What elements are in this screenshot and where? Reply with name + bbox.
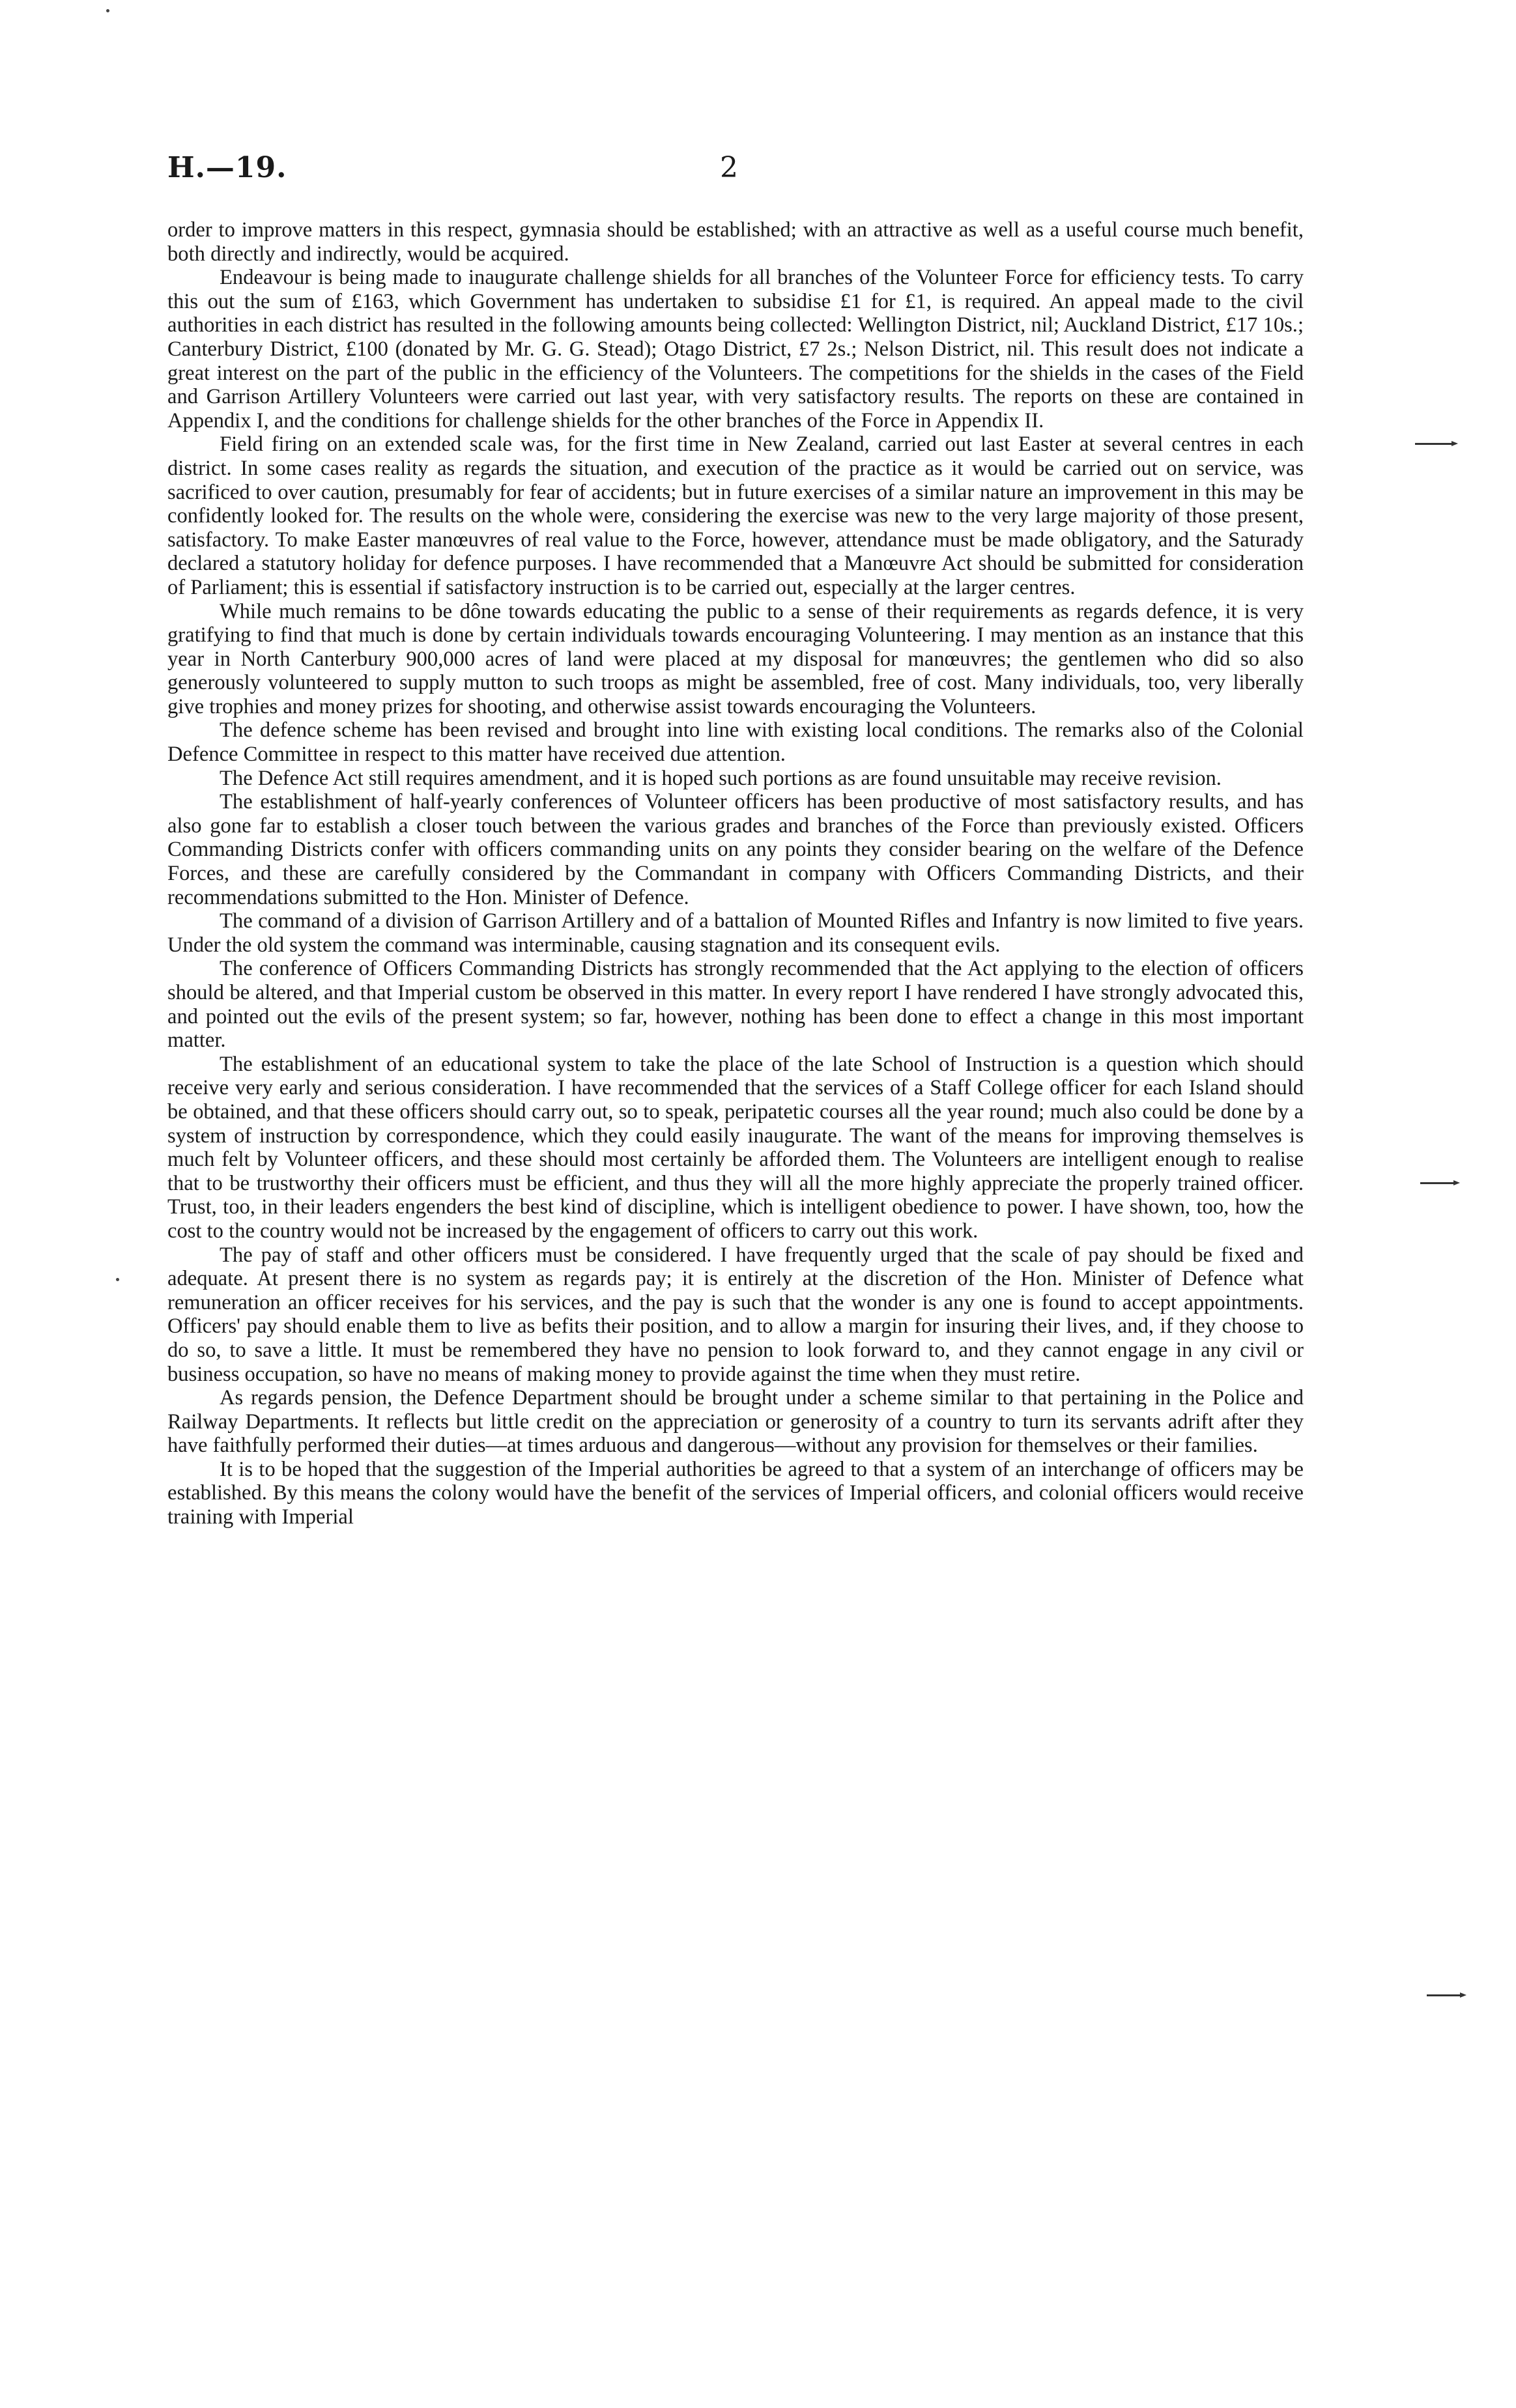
margin-mark [1420,1182,1456,1184]
margin-mark [1427,1994,1463,1996]
body-text [167,218,1304,1529]
document-id: H.—19. [167,151,287,184]
paragraph: It is to be hoped that the suggestion of the Imperial authorities be agreed to that a system of an interchange of officers may be established. By this means the colony would have the benefit of the services of Imperial officers, and colonial officers would receive training with Imperial [167,1457,1304,1529]
paragraph: The command of a division of Garrison Artillery and of a battalion of Mounted Rifles and Infantry is now limited to five years. Under the old system the command was interminable, causing stagnation and its consequent evils. [167,909,1304,957]
paragraph: The Defence Act still requires amendment, and it is hoped such portions as are found unsuitable may receive revision. [220,766,1222,790]
paragraph: The conference of Officers Commanding Districts has strongly recommended that the Act applying to the election of officers should be altered, and that Imperial custom be observed in this matter. In every report I have rendered I have strongly advocated this, and pointed out the evils of the present system; so far, however, nothing has been done to effect a change in this most important matter. [167,957,1304,1053]
page-header [167,151,1304,203]
paragraph: order to improve matters in this respect, gymnasia should be established; with an attractive as well as a useful course much benefit, both directly and indirectly, would be acquired. [167,218,1304,266]
scan-speck [106,9,109,12]
page-number: 2 [720,151,738,184]
paragraph: The establishment of half-yearly conferences of Volunteer officers has been productive of most satisfactory results, and has also gone far to establish a closer touch between the various grades and branches of the Force than previously existed. Officers Commanding Districts confer with officers commanding units on any points they consider bearing on the welfare of the Defence Forces, and these are carefully considered by the Commandant in company with Officers Commanding Districts, and their recommendations submitted to the Hon. Minister of Defence. [167,790,1304,909]
paragraph: Field firing on an extended scale was, for the first time in New Zealand, carried out last Easter at several centres in each district. In some cases reality as regards the situation, and execution of the practice as it would be carried out on service, was sacrificed to over caution, presumably for fear of accidents; but in future exercises of a similar nature an improvement in this may be confidently looked for. The results on the whole were, considering the exercise was new to the very large majority of those present, satisfactory. To make Easter manœuvres of real value to the Force, however, attendance must be made obligatory, and the Saturady declared a statutory holiday for defence purposes. I have recommended that a Manœuvre Act should be submitted for consideration of Parliament; this is essential if satisfactory instruction is to be carried out, especially at the larger centres. [167,432,1304,599]
paragraph: As regards pension, the Defence Department should be brought under a scheme similar to that pertaining in the Police and Railway Departments. It reflects but little credit on the appreciation or generosity of a country to turn its servants adrift after they have faithfully performed their duties—at times arduous and dangerous—without any provision for themselves or their families. [167,1386,1304,1458]
scan-speck [116,1278,119,1281]
margin-mark [1415,443,1454,445]
paragraph: The establishment of an educational system to take the place of the late School of Instruction is a question which should receive very early and serious consideration. I have recommended that the services of a Staff College officer for each Island should be obtained, and that these officers should carry out, so to speak, peripatetic courses all the year round; much also could be done by a system of instruction by correspondence, which they could easily inaugurate. The want of the means for improving themselves is much felt by Volunteer officers, and these should most certainly be afforded them. The Volunteers are intelligent enough to realise that to be trustworthy their officers must be efficient, and thus they will all the more highly appreciate the properly trained officer. Trust, too, in their leaders engenders the best kind of discipline, which is intelligent obedience to power. I have shown, too, how the cost to the country would not be increased by the engagement of officers to carry out this work. [167,1052,1304,1243]
paragraph: While much remains to be dône towards educating the public to a sense of their requirements as regards defence, it is very gratifying to find that much is done by certain individuals towards encouraging Volunteering. I may mention as an instance that this year in North Canterbury 900,000 acres of land were placed at my disposal for manœuvres; the gentlemen who did so also generously volunteered to supply mutton to such troops as might be assembled, free of cost. Many individuals, too, very liberally give trophies and money prizes for shooting, and otherwise assist towards encouraging the Volunteers. [167,599,1304,718]
paragraph: The pay of staff and other officers must be considered. I have frequently urged that the scale of pay should be fixed and adequate. At present there is no system as regards pay; it is entirely at the discretion of the Hon. Minister of Defence what remuneration an officer receives for his services, and the pay is such that the wonder is any one is found to accept appointments. Officers' pay should enable them to live as befits their position, and to allow a margin for insuring their lives, and, if they choose to do so, to save a little. It must be remembered they have no pension to look forward to, and they cannot engage in any civil or business occupation, so have no means of making money to provide against the time when they must retire. [167,1243,1304,1386]
paragraph: Endeavour is being made to inaugurate challenge shields for all branches of the Volunteer Force for efficiency tests. To carry this out the sum of £163, which Government has undertaken to subsidise £1 for £1, is required. An appeal made to the civil authorities in each district has resulted in the following amounts being collected: Wellington District, nil; Auckland District, £17 10s.; Canterbury District, £100 (donated by Mr. G. G. Stead); Otago District, £7 2s.; Nelson District, nil. This result does not indicate a great interest on the part of the public in the efficiency of the Volunteers. The competitions for the shields in the cases of the Field and Garrison Artillery Volunteers were carried out last year, with very satisfactory results. The reports on these are contained in Appendix I, and the conditions for challenge shields for the other branches of the Force in Appendix II. [167,266,1304,432]
paragraph: The defence scheme has been revised and brought into line with existing local conditions. The remarks also of the Colonial Defence Committee in respect to this matter have received due attention. [167,718,1304,767]
